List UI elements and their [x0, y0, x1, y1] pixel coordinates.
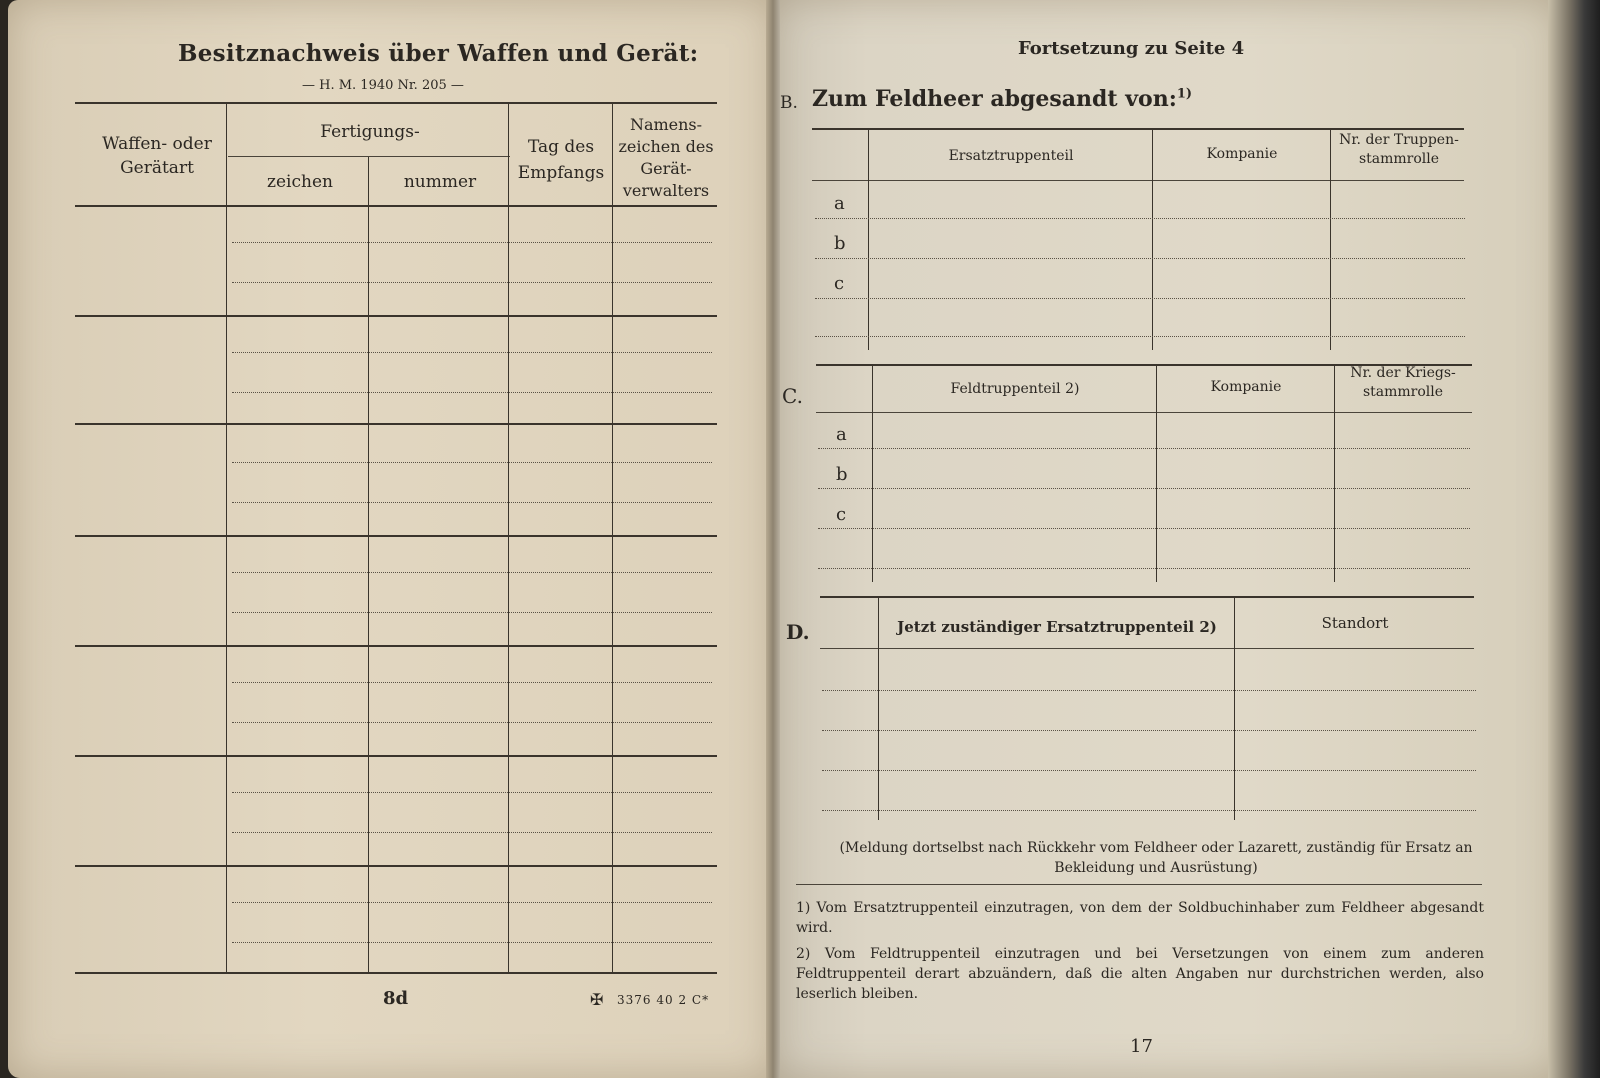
page-edge: [1548, 0, 1600, 1078]
footnote-2: 2) Vom Feldtruppenteil einzutragen und bei Versetzungen von einem zum anderen Feldtruppenteil derart abzuändern, daß die alten Angaben nur durchstrichen werden, also leserlich bleiben.: [796, 946, 1484, 1002]
section-b-title: [812, 86, 1192, 112]
footnote-divider: [796, 884, 1482, 885]
footer-code: 8d: [383, 988, 409, 1009]
c-row-c: c: [836, 504, 847, 525]
section-b-title-text: Zum Feldheer abgesandt von:: [812, 86, 1177, 112]
header-nummer: nummer: [403, 172, 477, 192]
page-number: 17: [1130, 1036, 1153, 1057]
d-header-ersatztruppenteil: Jetzt zuständiger Ersatztruppenteil 2): [897, 618, 1217, 636]
section-d-letter: D.: [786, 620, 810, 644]
d-header-standort: Standort: [1321, 614, 1389, 632]
c-header-feldtruppenteil: Feldtruppenteil 2): [950, 381, 1080, 397]
footnote-1: 1) Vom Ersatztruppenteil einzutragen, von dem der Soldbuchinhaber zum Feldheer abgesandt wird.: [796, 900, 1484, 936]
section-d-note: (Meldung dortselbst nach Rückkehr vom Feldheer oder Lazarett, zuständig für Ersatz an Bekleidung und Ausrüstung): [839, 840, 1473, 876]
c-row-b: b: [836, 464, 848, 485]
header-weapon-type: Waffen- oder Gerätart: [102, 134, 212, 178]
b-header-ersatztruppenteil: Ersatztruppenteil: [948, 148, 1074, 164]
b-row-b: b: [834, 233, 846, 254]
b-row-a: a: [834, 193, 845, 214]
header-zeichen: zeichen: [267, 172, 333, 192]
book-spine: [766, 0, 780, 1078]
header-custodian-initials: Namens- zeichen des Gerät- verwalters: [618, 115, 714, 200]
print-symbol-icon: ✠: [590, 990, 604, 1009]
b-row-c: c: [834, 273, 845, 294]
left-subtitle: — H. M. 1940 Nr. 205 —: [302, 78, 464, 93]
c-row-a: a: [836, 424, 847, 445]
c-header-stammrolle: Nr. der Kriegs- stammrolle: [1350, 365, 1456, 400]
header-fertigungs: Fertigungs-: [320, 122, 420, 142]
section-b-footnote-mark: 1): [1176, 86, 1193, 102]
section-b-letter: B.: [780, 93, 798, 113]
section-c-letter: C.: [782, 384, 803, 408]
b-header-stammrolle: Nr. der Truppen- stammrolle: [1339, 132, 1459, 167]
c-header-kompanie: Kompanie: [1210, 379, 1282, 395]
left-title: Besitznachweis über Waffen und Gerät:: [178, 40, 699, 67]
b-header-kompanie: Kompanie: [1206, 146, 1278, 162]
print-number: 3376 40 2 C*: [617, 993, 710, 1007]
right-header: Fortsetzung zu Seite 4: [1018, 38, 1245, 59]
header-receipt-date: Tag des Empfangs: [517, 137, 605, 183]
